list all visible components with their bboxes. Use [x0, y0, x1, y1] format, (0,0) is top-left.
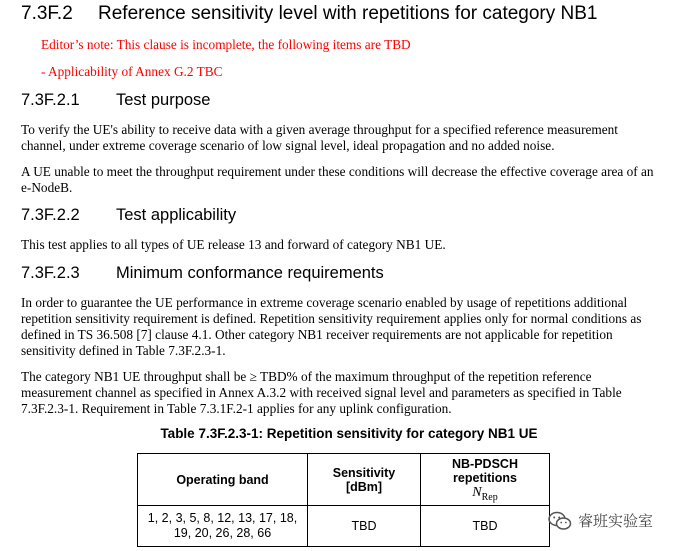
header-repetitions [421, 454, 550, 506]
paragraph [21, 295, 661, 359]
cell-line: 1, 2, 3, 5, 8, 12, 13, 17, 18, [147, 511, 298, 525]
section-title: Minimum conformance requirements [116, 264, 384, 282]
header-line: repetitions [453, 470, 517, 485]
text-line: A UE unable to meet the throughput requirement under these conditions will decrease the effective coverage area of an [21, 164, 654, 179]
table-row [138, 506, 550, 547]
cell-sensitivity: TBD [308, 506, 421, 547]
header-line: [dBm] [345, 479, 383, 494]
section-heading-min-conformance [21, 264, 384, 283]
table-header-row [138, 454, 550, 506]
wechat-icon [548, 511, 572, 531]
main-heading [21, 3, 598, 25]
text-line: defined in TS 36.508 [7] clause 4.1. Other category NB1 receiver requirements are not applicable for repetition [21, 327, 613, 342]
cell-operating-band [138, 506, 308, 547]
editor-note-line2: - Applicability of Annex G.2 TBC [41, 64, 223, 79]
cell-line: 19, 20, 26, 28, 66 [173, 526, 272, 540]
paragraph [21, 164, 661, 196]
text-line: To verify the UE's ability to receive data with a given average throughput for a specified reference measurement [21, 122, 618, 137]
section-heading-test-purpose [21, 91, 210, 110]
main-heading-title: Reference sensitivity level with repetitions for category NB1 [98, 3, 598, 24]
nrep-subscript: Rep [481, 491, 498, 503]
table-caption: Table 7.3F.2.3-1: Repetition sensitivity for category NB1 UE [160, 426, 538, 441]
paragraph [21, 122, 661, 154]
section-number: 7.3F.2.1 [21, 91, 80, 109]
text-line: repetition sensitivity requirement is defined. Repetition sensitivity requirement applies only for normal conditions as [21, 311, 642, 326]
text-line: e-NodeB. [21, 180, 73, 195]
paragraph: This test applies to all types of UE release 13 and forward of category NB1 UE. [21, 237, 446, 252]
watermark [548, 510, 653, 531]
section-number: 7.3F.2.3 [21, 264, 80, 282]
text-line: 7.3F.2.3-1. Requirement in Table 7.3.1F.2-1 applies for any uplink configuration. [21, 401, 452, 416]
header-sensitivity [308, 454, 421, 506]
section-title: Test purpose [116, 91, 211, 109]
header-line: NB-PDSCH [452, 456, 518, 471]
header-line: Sensitivity [332, 465, 396, 480]
watermark-text: 睿班实验室 [578, 512, 654, 530]
text-line: The category NB1 UE throughput shall be ≥ TBD% of the maximum throughput of the repetition reference [21, 369, 592, 384]
main-heading-number: 7.3F.2 [21, 3, 73, 24]
paragraph [21, 369, 661, 417]
section-title: Test applicability [116, 206, 237, 224]
text-line: sensitivity defined in Table 7.3F.2.3-1. [21, 343, 226, 358]
text-line: In order to guarantee the UE performance in extreme coverage scenario enabled by usage of repetitions additional [21, 295, 628, 310]
sensitivity-table [137, 453, 550, 547]
nrep-symbol [425, 485, 545, 503]
nrep-letter: N [472, 484, 482, 500]
cell-repetitions: TBD [421, 506, 550, 547]
editor-note-line1: Editor’s note: This clause is incomplete, the following items are TBD [41, 37, 411, 52]
text-line: channel, under extreme coverage scenario of low signal level, ideal propagation and no added noise. [21, 138, 555, 153]
section-heading-test-applicability [21, 206, 236, 225]
text-line: measurement channel as specified in Annex A.3.2 with received signal level and parameters as specified in Table [21, 385, 622, 400]
header-operating-band: Operating band [138, 454, 308, 506]
section-number: 7.3F.2.2 [21, 206, 80, 224]
